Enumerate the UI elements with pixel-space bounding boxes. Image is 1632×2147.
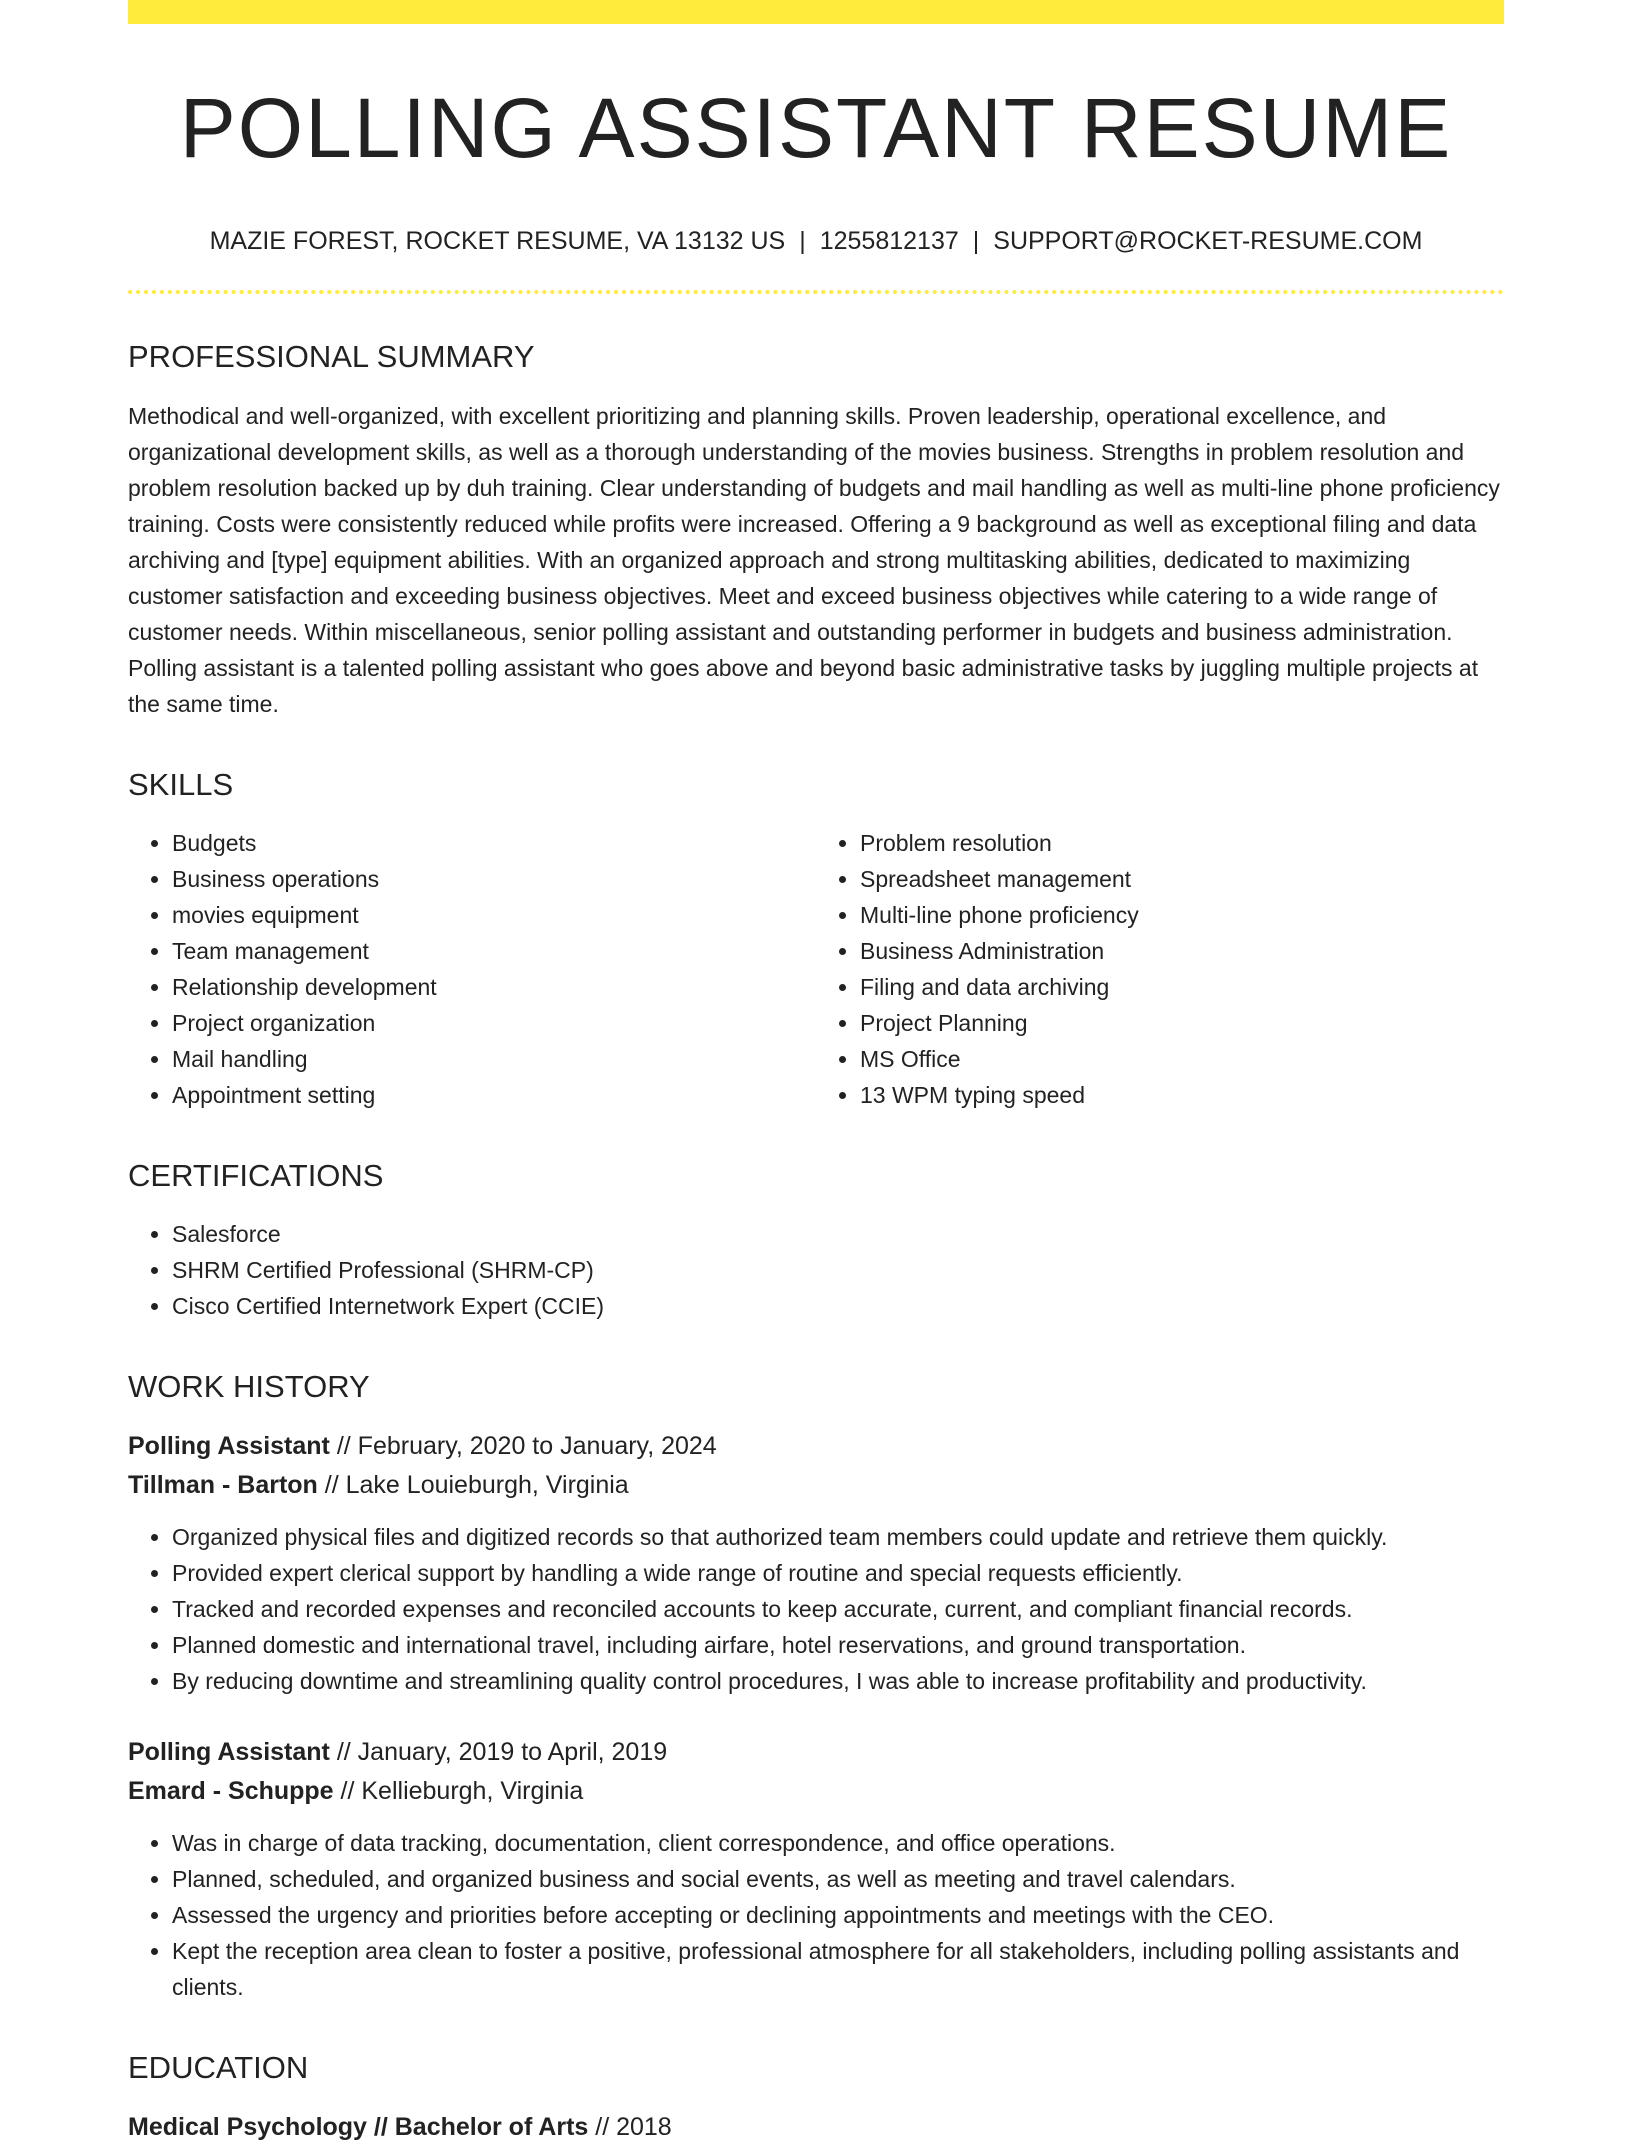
job-company-line — [128, 1772, 1504, 1811]
skill-item: • MS Office — [860, 1041, 1504, 1077]
certification-item: • Cisco Certified Internetwork Expert (CCIE) — [172, 1288, 1504, 1324]
job-bullet: • Assessed the urgency and priorities before accepting or declining appointments and meetings with the CEO. — [172, 1897, 1504, 1933]
job-location: // Lake Louieburgh, Virginia — [317, 1471, 629, 1500]
job-company: Tillman - Barton — [128, 1471, 318, 1500]
contact-phone: 1255812137 — [819, 227, 959, 256]
header-divider — [128, 290, 1504, 294]
education-degree: Medical Psychology // Bachelor of Arts — [128, 2113, 589, 2142]
skill-item: • Business Administration — [860, 933, 1504, 969]
job-entry — [128, 1733, 1504, 2005]
job-bullet: • By reducing downtime and streamlining quality control procedures, I was able to increase profitability and productivity. — [172, 1663, 1504, 1699]
contact-separator: | — [799, 227, 806, 256]
skill-item: • Filing and data archiving — [860, 969, 1504, 1005]
certification-item: • Salesforce — [172, 1216, 1504, 1252]
job-entry — [128, 1427, 1504, 1699]
job-bullets — [128, 1519, 1504, 1699]
skill-item: • Mail handling — [172, 1041, 816, 1077]
skills-list-left — [128, 825, 816, 1113]
skills-columns — [128, 825, 1504, 1113]
job-company: Emard - Schuppe — [128, 1777, 334, 1806]
skill-item: • Team management — [172, 933, 816, 969]
skill-item: • 13 WPM typing speed — [860, 1077, 1504, 1113]
contact-separator: | — [972, 227, 980, 256]
job-dates: // January, 2019 to April, 2019 — [329, 1738, 668, 1767]
skill-item: • Budgets — [172, 825, 816, 861]
skill-item: • Spreadsheet management — [860, 861, 1504, 897]
skill-item: • Project organization — [172, 1005, 816, 1041]
resume-page — [128, 0, 1504, 2147]
skill-item: • movies equipment — [172, 897, 816, 933]
education-year: // 2018 — [588, 2113, 672, 2142]
skills-heading: SKILLS — [128, 766, 234, 802]
job-bullet: • Organized physical files and digitized records so that authorized team members could update and retrieve them quickly. — [172, 1519, 1504, 1555]
job-bullets — [128, 1825, 1504, 2005]
job-bullet: • Tracked and recorded expenses and reconciled accounts to keep accurate, current, and compliant financial records. — [172, 1591, 1504, 1627]
job-location: // Kellieburgh, Virginia — [333, 1777, 584, 1806]
job-bullet: • Planned domestic and international travel, including airfare, hotel reservations, and ground transportation. — [172, 1627, 1504, 1663]
contact-line — [128, 226, 1504, 256]
certifications-list — [128, 1216, 1504, 1324]
skill-item: • Appointment setting — [172, 1077, 816, 1113]
certification-item: • SHRM Certified Professional (SHRM-CP) — [172, 1252, 1504, 1288]
job-title-line — [128, 1733, 1504, 1772]
job-bullet: • Planned, scheduled, and organized business and social events, as well as meeting and travel calendars. — [172, 1861, 1504, 1897]
job-title: Polling Assistant — [128, 1738, 330, 1767]
skill-item: • Multi-line phone proficiency — [860, 897, 1504, 933]
contact-email: SUPPORT@ROCKET-RESUME.COM — [993, 227, 1423, 256]
summary-text: Methodical and well-organized, with excellent prioritizing and planning skills. Proven leadership, operational excellence, and organizational development skills, as well as a thorough understanding of the movies business. Strengths in problem resolution and problem resolution backed up by duh training. Clear understanding of budgets and mail handling as well as multi-line phone proficiency training. Costs were consistently reduced while profits were increased. Offering a 9 background as well as exceptional filing and data archiving and [type] equipment abilities. With an organized approach and strong multitasking abilities, dedicated to maximizing customer satisfaction and exceeding business objectives. Meet and exceed business objectives while catering to a wide range of customer needs. Within miscellaneous, senior polling assistant and outstanding performer in budgets and business administration. Polling assistant is a talented polling assistant who goes above and beyond basic administrative tasks by juggling multiple projects at the same time. — [128, 402, 1500, 717]
job-title: Polling Assistant — [128, 1432, 330, 1461]
job-bullet: • Provided expert clerical support by handling a wide range of routine and special requests efficiently. — [172, 1555, 1504, 1591]
job-bullet: • Was in charge of data tracking, documentation, client correspondence, and office operations. — [172, 1825, 1504, 1861]
skill-item: • Project Planning — [860, 1005, 1504, 1041]
job-dates: // February, 2020 to January, 2024 — [329, 1432, 717, 1461]
education-line — [128, 2108, 1504, 2147]
job-title-line — [128, 1427, 1504, 1466]
job-company-line — [128, 1466, 1504, 1505]
education-heading: EDUCATION — [128, 2050, 309, 2086]
summary-heading: PROFESSIONAL SUMMARY — [128, 339, 535, 375]
skill-item: • Business operations — [172, 861, 816, 897]
work-history-heading: WORK HISTORY — [128, 1368, 370, 1404]
page-title: POLLING ASSISTANT RESUME — [179, 81, 1453, 175]
skill-item: • Relationship development — [172, 969, 816, 1005]
skill-item: • Problem resolution — [860, 825, 1504, 861]
job-bullet: • Kept the reception area clean to foster a positive, professional atmosphere for all stakeholders, including polling assistants and clients. — [172, 1933, 1504, 2005]
certifications-heading: CERTIFICATIONS — [128, 1157, 384, 1193]
contact-address: MAZIE FOREST, ROCKET RESUME, VA 13132 US — [209, 227, 786, 256]
skills-list-right — [816, 825, 1504, 1113]
top-accent-bar — [128, 0, 1504, 24]
